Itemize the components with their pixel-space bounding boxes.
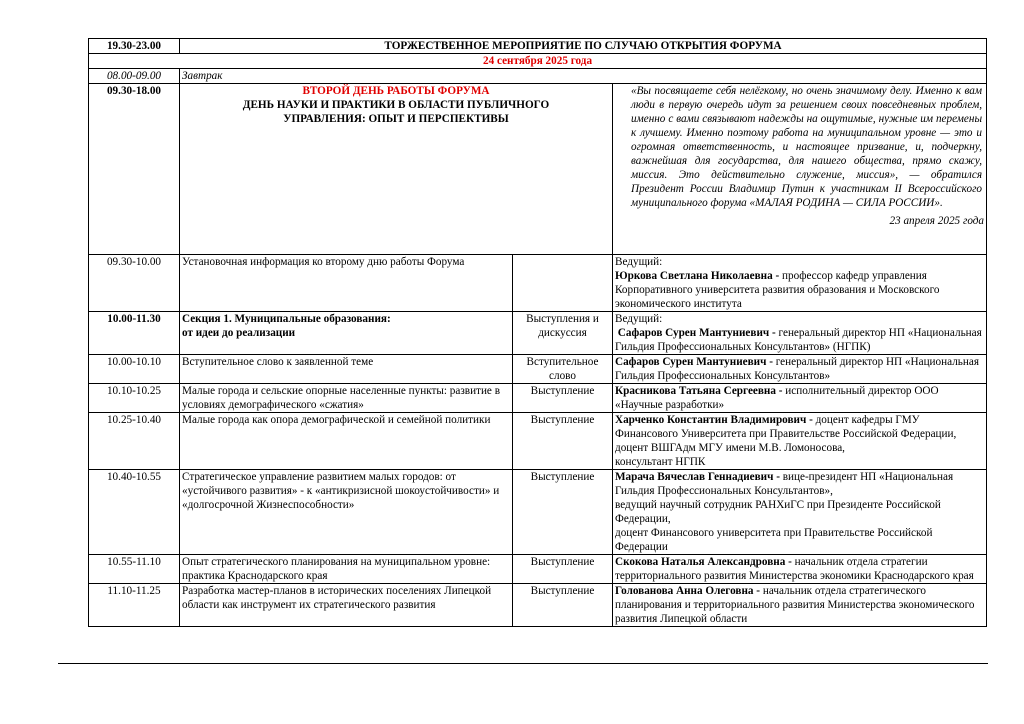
speaker-name: Голованова Анна Олеговна - bbox=[615, 585, 761, 597]
table-row bbox=[89, 413, 987, 470]
table-row bbox=[89, 470, 987, 555]
row-format: Выступление bbox=[513, 384, 613, 413]
speaker-extra: доцент Финансового университета при Правительстве Российской Федерации bbox=[615, 527, 933, 553]
row-format: Выступление bbox=[513, 470, 613, 555]
speaker-info bbox=[615, 470, 984, 498]
speaker-info bbox=[615, 269, 984, 311]
speaker-details: исполнительный директор ООО «Научные разработки» bbox=[615, 385, 939, 411]
row-speaker-cell bbox=[613, 555, 987, 584]
table-row bbox=[89, 384, 987, 413]
opening-title: ТОРЖЕСТВЕННОЕ МЕРОПРИЯТИЕ ПО СЛУЧАЮ ОТКРЫТИЯ ФОРУМА bbox=[180, 39, 987, 54]
speaker-details: вице-президент НП «Национальная Гильдия Профессиональных Консультантов», bbox=[615, 471, 954, 497]
row-time: 10.10-10.25 bbox=[89, 384, 180, 413]
speaker-details: профессор кафедр управления Корпоративного университета развития образования и Московского экономического института bbox=[615, 270, 940, 310]
date-row bbox=[89, 54, 987, 69]
table-row bbox=[89, 584, 987, 627]
row-speaker-cell bbox=[613, 384, 987, 413]
speaker-details: начальник отдела стратегии территориального развития Министерства экономики Краснодарского края bbox=[615, 556, 974, 582]
row-topic: Установочная информация ко второму дню работы Форума bbox=[180, 255, 513, 312]
speaker-info bbox=[615, 326, 984, 354]
speaker-details: начальник отдела стратегического планирования и территориального развития Министерства экономического развития Липецкой области bbox=[615, 585, 975, 625]
speaker-name: Скокова Наталья Александровна - bbox=[615, 556, 792, 568]
row-speaker-cell bbox=[613, 355, 987, 384]
opening-time: 19.30-23.00 bbox=[89, 39, 180, 54]
row-speaker-cell bbox=[613, 470, 987, 555]
row-format: Выступления и дискуссия bbox=[513, 312, 613, 355]
row-topic: Разработка мастер-планов в исторических поселениях Липецкой области как инструмент их стратегического развития bbox=[180, 584, 513, 627]
row-time: 10.40-10.55 bbox=[89, 470, 180, 555]
speaker-name: Харченко Константин Владимирович - bbox=[615, 414, 813, 426]
breakfast-title: Завтрак bbox=[180, 69, 987, 84]
table-row bbox=[89, 255, 987, 312]
table-row bbox=[89, 355, 987, 384]
row-topic: Стратегическое управление развитием малых городов: от «устойчивого развития» - к «антикризисной шокоустойчивости» и «долгосрочной Жизнеспособности» bbox=[180, 470, 513, 555]
row-time: 11.10-11.25 bbox=[89, 584, 180, 627]
speaker-name: Сафаров Сурен Мантуниевич - bbox=[615, 356, 773, 368]
row-topic: Малые города и сельские опорные населенные пункты: развитие в условиях демографического «сжатия» bbox=[180, 384, 513, 413]
speaker-extra: консультант НГПК bbox=[615, 456, 706, 468]
row-time: 09.30-10.00 bbox=[89, 255, 180, 312]
day2-title-line1: ДЕНЬ НАУКИ И ПРАКТИКИ В ОБЛАСТИ ПУБЛИЧНОГО bbox=[242, 99, 550, 111]
row-format: Вступительное слово bbox=[513, 355, 613, 384]
row-time: 10.00-10.10 bbox=[89, 355, 180, 384]
row-format bbox=[513, 255, 613, 312]
speaker-details: генеральный директор НП «Национальная Гильдия Профессиональных Консультантов» (НГПК) bbox=[615, 327, 982, 353]
row-speaker-cell bbox=[613, 255, 987, 312]
row-format: Выступление bbox=[513, 413, 613, 470]
row-speaker-cell bbox=[613, 413, 987, 470]
moderator-prefix: Ведущий: bbox=[615, 256, 663, 268]
breakfast-row bbox=[89, 69, 987, 84]
row-topic bbox=[180, 312, 513, 355]
row-format: Выступление bbox=[513, 555, 613, 584]
speaker-extra: ведущий научный сотрудник РАНХиГС при Президенте Российской Федерации, bbox=[615, 499, 941, 525]
section-title-line2: от идеи до реализации bbox=[182, 327, 296, 339]
bottom-rule-divider bbox=[58, 663, 988, 664]
row-topic: Малые города как опора демографической и семейной политики bbox=[180, 413, 513, 470]
section-title-line1: Секция 1. Муниципальные образования: bbox=[182, 313, 391, 325]
day2-title-line2: УПРАВЛЕНИЯ: ОПЫТ И ПЕРСПЕКТИВЫ bbox=[283, 113, 509, 125]
row-speaker-cell bbox=[613, 312, 987, 355]
moderator-prefix: Ведущий: bbox=[615, 313, 663, 325]
row-format: Выступление bbox=[513, 584, 613, 627]
row-topic: Опыт стратегического планирования на муниципальном уровне: практика Краснодарского края bbox=[180, 555, 513, 584]
table-row bbox=[89, 312, 987, 355]
opening-row bbox=[89, 39, 987, 54]
day2-row bbox=[89, 84, 987, 255]
speaker-name: Сафаров Сурен Мантуниевич - bbox=[617, 327, 776, 339]
program-page bbox=[88, 38, 986, 627]
table-row bbox=[89, 555, 987, 584]
row-speaker-cell bbox=[613, 584, 987, 627]
day2-time: 09.30-18.00 bbox=[89, 84, 180, 255]
speaker-name: Марача Вячеслав Геннадиевич - bbox=[615, 471, 780, 483]
date-header: 24 сентября 2025 года bbox=[89, 54, 987, 69]
row-time: 10.00-11.30 bbox=[89, 312, 180, 355]
speaker-extra: доцент ВШГАдм МГУ имени М.В. Ломоносова, bbox=[615, 442, 845, 454]
speaker-info bbox=[615, 413, 984, 441]
speaker-details: генеральный директор НП «Национальная Гильдия Профессиональных Консультантов» bbox=[615, 356, 979, 382]
breakfast-time: 08.00-09.00 bbox=[89, 69, 180, 84]
day2-red-title: ВТОРОЙ ДЕНЬ РАБОТЫ ФОРУМА bbox=[302, 85, 490, 97]
speaker-name: Юркова Светлана Николаевна - bbox=[615, 270, 780, 282]
row-topic: Вступительное слово к заявленной теме bbox=[180, 355, 513, 384]
day2-title-cell bbox=[180, 84, 613, 255]
row-time: 10.25-10.40 bbox=[89, 413, 180, 470]
row-time: 10.55-11.10 bbox=[89, 555, 180, 584]
day2-quote-cell bbox=[613, 84, 987, 255]
speaker-details: доцент кафедры ГМУ Финансового Университета при Правительстве Российской Федерации, bbox=[615, 414, 957, 440]
quote-date: 23 апреля 2025 года bbox=[889, 215, 985, 227]
president-quote: «Вы посвящаете себя нелёгкому, но очень значимому делу. Именно к вам люди в первую очередь идут за решением своих повседневных проблем, именно с вами связывают надежды на ощутимые, нужные им перемены к лучшему. Именно поэтому работа на муниципальном уровне — это и огромная ответственность, и настоящее призвание, и, подчеркну, важнейшая для государства, для нашего общества, прямо скажу, миссия. Это действительно служение, миссия», — обратился Президент России Владимир Путин к участникам II Всероссийского муниципального форума «МАЛАЯ РОДИНА — СИЛА РОССИИ». bbox=[631, 85, 983, 209]
program-table bbox=[88, 38, 987, 627]
speaker-name: Красникова Татьяна Сергеевна - bbox=[615, 385, 783, 397]
